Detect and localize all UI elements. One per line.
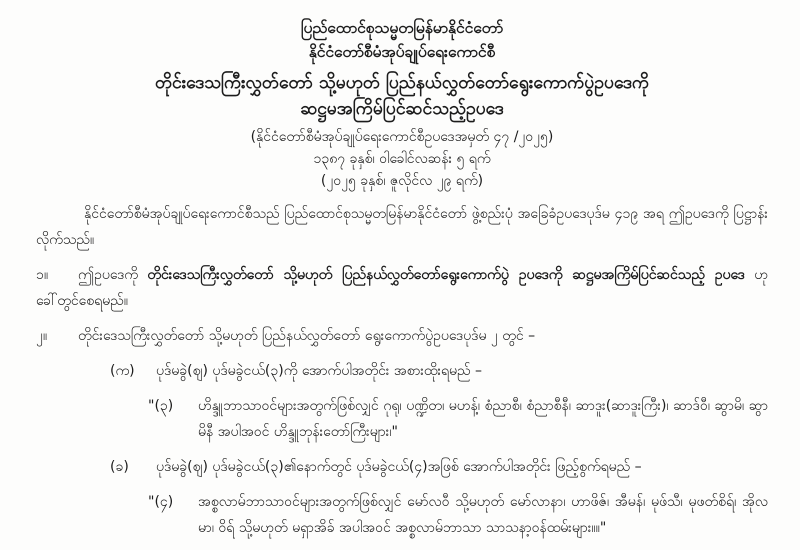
- section-1-paragraph: [36, 262, 768, 314]
- subsection-ka-quote: [148, 393, 768, 445]
- section-2-number: ၂။: [36, 328, 48, 344]
- section-1-text-suffix: ဟု ခေါ်တွင်စေရမည်။: [36, 267, 768, 309]
- subsection-kha-quote: [148, 489, 768, 541]
- section-2-paragraph: [36, 323, 768, 349]
- law-title-line1: တိုင်းဒေသကြီးလွှတ်တော် သို့မဟုတ် ပြည်နယ်လွှတ်တော်ရွေးကောက်ပွဲဥပဒေကို: [154, 73, 650, 93]
- subsection-ka: [110, 358, 768, 384]
- subsection-ka-text: ပုဒ်မခွဲ(ဈ) ပုဒ်မခွဲငယ်(၃)ကို အောက်ပါအတိုင်း အစားထိုးရမည် –: [156, 363, 483, 379]
- subsection-ka-label: (က): [110, 363, 135, 379]
- subsection-ka-quote-label: "(၃): [148, 398, 174, 414]
- subsection-kha-label: (ခ): [110, 459, 129, 475]
- section-1-law-short-title: တိုင်းဒေသကြီးလွှတ်တော် သို့မဟုတ် ပြည်နယ်လွှတ်တော်ရွေးကောက်ပွဲ ဥပဒေကို ဆဋ္ဌမအကြိမ်ပြင်ဆင်သည့် ဥပဒေ: [147, 267, 745, 283]
- subsection-kha-text: ပုဒ်မခွဲ(ဈ) ပုဒ်မခွဲငယ်(၃)၏နောက်တွင် ပုဒ်မခွဲငယ်(၄)အဖြစ် အောက်ပါအတိုင်း ဖြည့်စွက်ရမည် –: [156, 459, 642, 475]
- preamble-paragraph: နိုင်ငံတော်စီမံအုပ်ချုပ်ရေးကောင်စီသည် ပြည်ထောင်စုသမ္မတမြန်မာနိုင်ငံတော် ဖွဲ့စည်းပုံ အခြေခံဥပဒေပုဒ်မ ၄၁၉ အရ ဤဥပဒေကို ပြဋ္ဌာန်းလိုက်သည်။: [36, 206, 768, 248]
- subsection-kha: [110, 454, 768, 480]
- subsection-kha-quote-label: "(၄): [148, 494, 174, 510]
- council-name-title: နိုင်ငံတော်စီမံအုပ်ချုပ်ရေးကောင်စီ: [308, 43, 496, 61]
- law-number-line: (နိုင်ငံတော်စီမံအုပ်ချုပ်ရေးကောင်စီဥပဒေအမှတ် ၄၇ /၂၀၂၅): [250, 129, 554, 145]
- subsection-kha-quote-text: အစ္စလာမ်ဘာသာဝင်များအတွက်ဖြစ်လျှင် မော်လဝီ သို့မဟုတ် မော်လာနာ၊ ဟာဖိဇ်၊ အီမန်၊ မုဖ်သီ၊ မုဖတ်စိရ်၊ အိုလမာ၊ ဝိရ် သို့မဟုတ် မရှာအိခ် အပါအဝင် အစ္စလာမ်ဘာသာ သာသနာ့ဝန်ထမ်းများ။။": [198, 494, 768, 536]
- section-2-intro-text: တိုင်းဒေသကြီးလွှတ်တော် သို့မဟုတ် ပြည်နယ်လွှတ်တော် ရွေးကောက်ပွဲဥပဒေပုဒ်မ ၂ တွင် –: [78, 328, 536, 344]
- law-title-line2: ဆဋ္ဌမအကြိမ်ပြင်ဆင်သည့်ဥပဒေ: [300, 99, 504, 119]
- state-name-title: ပြည်ထောင်စုသမ္မတမြန်မာနိုင်ငံတော်: [300, 19, 504, 37]
- gregorian-date: (၂၀၂၅ ခုနှစ်၊ ဇူလိုင်လ ၂၉ ရက်): [320, 173, 484, 189]
- section-1-number: ၁။: [36, 267, 49, 283]
- myanmar-calendar-date: ၁၃၈၇ ခုနှစ်၊ ဝါခေါင်လဆန်း ၅ ရက်: [313, 151, 491, 167]
- subsection-ka-quote-text: ဟိန္ဒူဘာသာဝင်များအတွက်ဖြစ်လျှင် ဂုရု၊ ပဏ္ဍိတ၊ မဟန့်၊ စံညာစီ၊ စံညာစီနီ၊ ဆာဒူး(ဆာဒူးကြီး)၊ ဆာဒ်ဝီ၊ ဆွာမိ၊ ဆွာမိနီ အပါအဝင် ဟိန္ဒူဘုန်းတော်ကြီးများ၊": [198, 398, 768, 440]
- law-title-block: [36, 70, 768, 122]
- section-1-text-prefix: ဤဥပဒေကို: [78, 267, 148, 283]
